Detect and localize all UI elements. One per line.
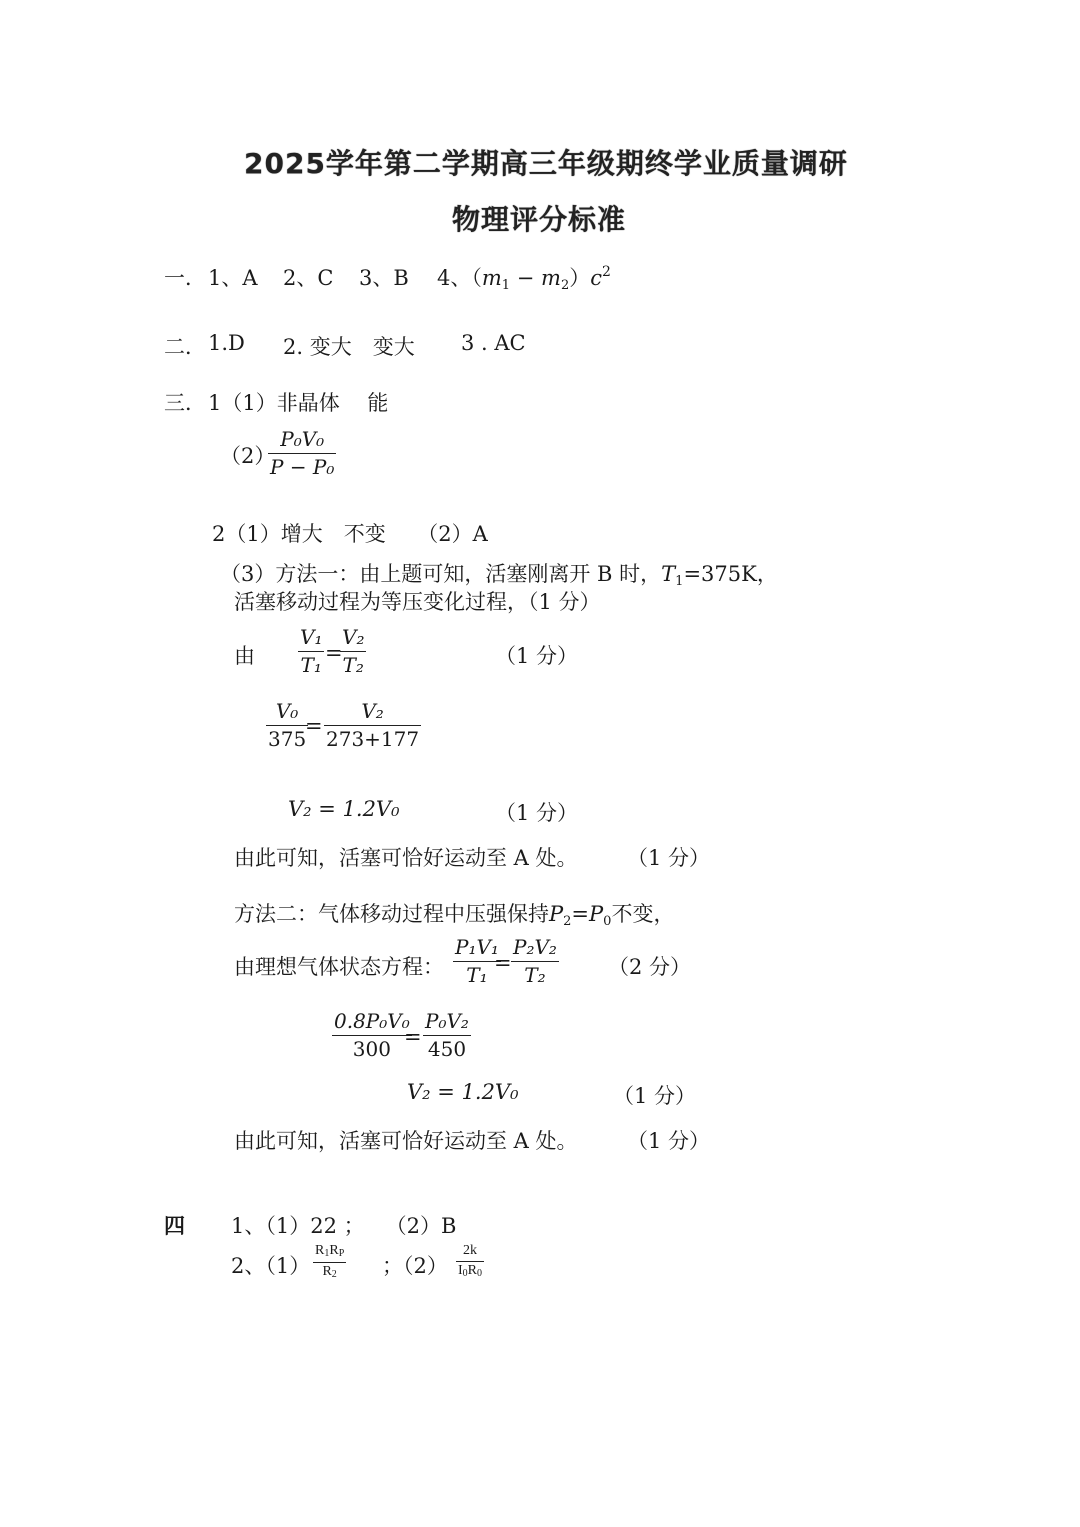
fraction-bar [266,725,308,726]
fraction-denominator: P − P₀ [270,455,335,479]
var-I: I [458,1263,463,1278]
fraction-denominator: T₁ [466,963,488,987]
conclusion-1: 由此可知，活塞可恰好运动至 A 处。 [234,846,578,870]
fraction-denominator: 450 [427,1037,467,1061]
var-P: P [589,902,604,926]
fraction-r1rp-r2 [313,1244,346,1280]
result-1: V₂ = 1.2V₀ [288,797,400,821]
fraction-bar [324,725,421,726]
method2-end: 不变， [611,902,675,926]
q3-label: 三． [164,391,206,415]
method2-text: 方法二：气体移动过程中压强保持 [234,902,549,926]
q4-label: 四 [164,1214,185,1238]
q3-p1-part2-label: （2） [220,444,276,468]
fraction-v1-t1 [298,627,324,675]
fraction-numerator: V₂ [342,625,365,649]
equals-sign: = [494,951,512,975]
fraction-numerator: V₂ [361,699,384,723]
q2-answer-3: 3 . AC [461,331,526,355]
q3-p3-line2: 活塞移动过程为等压变化过程，（1 分） [234,590,601,614]
fraction-numerator: P₂V₂ [513,935,557,959]
q1-answer-4 [437,262,611,293]
var-P: P [549,902,564,926]
fraction-p0v0 [268,429,336,477]
fraction-numerator: V₁ [300,625,323,649]
method1-text: （3）方法一：由上题可知，活塞刚离开 B 时， [220,562,662,586]
fraction-bar [423,1035,471,1036]
fraction-08p0v0-300 [332,1011,412,1059]
sup-2: 2 [602,264,611,280]
fraction-v2-t2 [340,627,366,675]
var-c: c [590,266,602,290]
fraction-2k-i0r0 [456,1244,484,1279]
sub-2: 2 [563,914,572,929]
result-2: V₂ = 1.2V₀ [407,1080,519,1104]
score-4: （2 分） [608,955,692,979]
fraction-bar [511,961,559,962]
q4-line1: 1、（1）22 ； （2）B [231,1214,457,1238]
var-m2: m [541,266,561,290]
q1-answer-2: 2、C [283,266,334,290]
score-3: （1 分） [627,846,711,870]
fraction-numerator: 2k [463,1243,477,1258]
fraction-numerator: V₀ [275,699,299,723]
q3-p2-line: 2（1）增大 不变 （2）A [212,522,488,546]
fraction-bar [340,651,366,652]
minus-sign: − [510,266,542,290]
fraction-v0-375 [266,701,308,749]
fraction-denominator: T₁ [300,653,322,677]
q1-label: 一． [164,266,206,290]
close-paren: ） [569,266,591,290]
ideal-gas-label: 由理想气体状态方程： [234,955,444,979]
fraction-numerator: P₀V₂ [425,1009,469,1033]
fraction-numerator: P₁V₁ [455,935,499,959]
equals-sign: = [404,1025,422,1049]
q3-p3-line1 [220,558,778,589]
q3-p1-part1: 1（1）非晶体 能 [208,391,389,415]
fraction-bar [456,1261,484,1262]
q1-answer-3: 3、B [359,266,409,290]
fraction-denominator: T₂ [342,653,364,677]
fraction-v2-450 [324,701,421,749]
var-R: R [315,1243,325,1258]
sub-0: 0 [462,1268,468,1279]
score-5: （1 分） [613,1084,697,1108]
equals-sign: = [571,902,590,926]
q4-line2-part2: ；（2） [382,1254,448,1278]
score-2: （1 分） [495,801,579,825]
fraction-denominator: 375 [268,727,307,751]
fraction-denominator [320,1265,338,1280]
q2-answer-1: 1.D [208,331,245,355]
you-label: 由 [234,644,255,668]
sub-2: 2 [331,1269,337,1280]
var-R: R [467,1263,478,1278]
q2-label: 二． [164,335,206,359]
sub-1: 1 [501,278,511,293]
var-m1: m [481,266,502,290]
q1-answer-1: 1、A [208,266,258,290]
score-1: （1 分） [495,644,579,668]
equals-sign: = [325,641,343,665]
fraction-numerator [313,1244,346,1259]
page-title: 2025学年第二学期高三年级期终学业质量调研 [244,147,848,180]
conclusion-2: 由此可知，活塞可恰好运动至 A 处。 [234,1129,578,1153]
q1-answer-4-prefix: 4、（ [437,266,482,290]
sub-1: 1 [675,574,684,589]
var-R: R [322,1264,332,1279]
fraction-denominator: 273+177 [326,727,420,751]
t1-value: =375K， [683,562,778,586]
q4-line2-part1: 2、（1） [231,1254,311,1278]
fraction-bar [268,453,336,454]
sub-0: 0 [477,1268,483,1279]
score-6: （1 分） [627,1129,711,1153]
fraction-bar [313,1262,346,1263]
method2-line [234,898,674,929]
equals-sign: = [305,714,323,738]
fraction-p2v2-t2 [511,937,559,985]
fraction-p0v2-450 [423,1011,471,1059]
fraction-bar [298,651,324,652]
fraction-numerator: P₀V₀ [280,427,325,451]
fraction-numerator: 0.8P₀V₀ [334,1009,410,1033]
page-subtitle: 物理评分标准 [452,203,627,236]
fraction-denominator: T₂ [524,963,546,987]
var-T: T [661,562,676,586]
fraction-bar [332,1035,412,1036]
sub-1: 1 [324,1248,330,1259]
sub-0: 0 [603,914,612,929]
q2-answer-2: 2. 变大 变大 [283,335,415,359]
sub-P: P [338,1248,345,1259]
fraction-denominator: 300 [352,1037,391,1061]
var-R: R [329,1243,339,1258]
sub-2: 2 [560,278,570,293]
fraction-denominator [456,1264,484,1279]
